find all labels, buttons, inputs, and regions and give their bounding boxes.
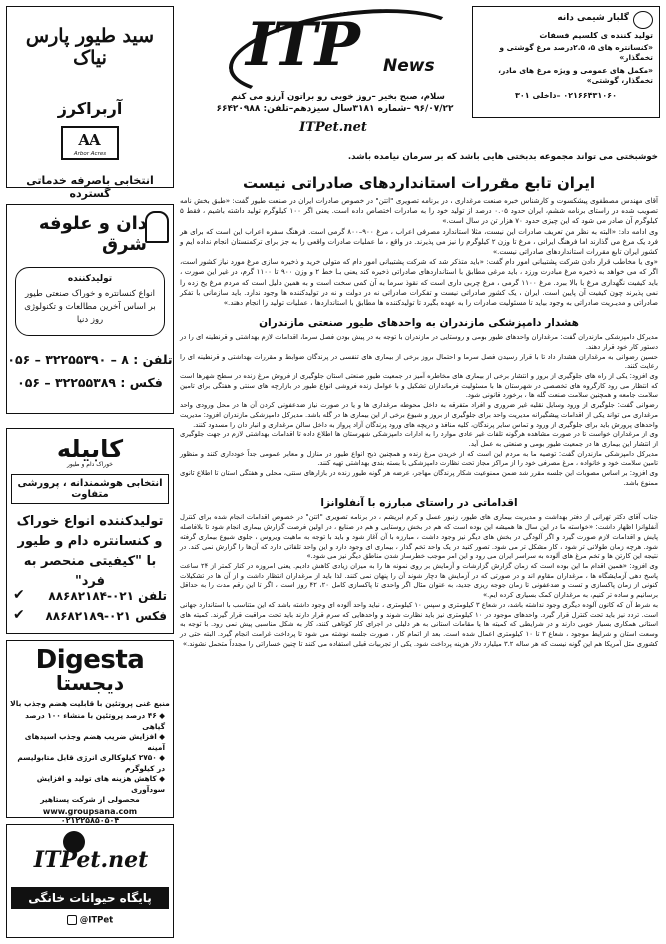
ad2-desc: انواع کنسانتره و خوراک صنعتی طیور بر اساس آخرین مطالعات و تکنولوژی روز دنیا: [24, 289, 156, 325]
ad4-brand-fa: دیجستا: [55, 671, 125, 695]
ad1-logo-text: Arbor Acres: [73, 151, 107, 157]
ad3-brand-sub: خوراک دام و طیور: [67, 461, 113, 468]
ad4-title: منبع غنی پروتئین با قابلیت هضم وجذب بالا: [10, 699, 170, 708]
header-date-line: ۹۶/۰۷/۲۲ –شماره ۳۱۸۱سال سیزدهم–تلفن: ۶۶۴۲۰۹۸۸: [216, 104, 454, 114]
logo-main: ITP: [246, 10, 358, 80]
article-title: ایران تابع مقررات استانداردهای صادراتی نیست: [242, 174, 596, 192]
ad3-fax-check-icon: ✔: [13, 607, 25, 623]
ad3-phone-check-icon: ✔: [13, 587, 25, 603]
ad4-brand-en: Digesta: [35, 645, 145, 675]
ad3-brand: کابیله: [56, 435, 124, 463]
ad2-phone: تلفن : ۸ – ۳۲۲۵۵۳۹۰ – ۰۵۶: [7, 352, 173, 367]
ad3-phone: تلفن ۰۲۱-۸۸۶۸۲۱۸۴: [48, 589, 167, 603]
article-paragraph: آقای مهندس مصطفوی پیشکسوت و کارشناس خبره صنعت مرغداری ، در برنامه تصویری "اتتن" در خصوص صادرات ایران در صنعت طیور گفت: «طبق بخش نامه تصویب شده در راستای برنامه ششم، ایران حدود ۰.۰۵ درصد از تولید خود را به صادرات اختصاص داده است. یعنی اگر ۱۰۰ کیلوگرم تولید داشته باشیم ، فقط ۵ کیلوگرم آن صادر می شود که این چیزی حدود ۷۰ هزار تن در سال است.»: [180, 196, 659, 226]
article-paragraph: رضوانی گفت: جلوگیری از ورود وسایل نقلیه غیر ضروری و افراد متفرقه به داخل محوطه مرغداری ها و یا در صورت نیاز ضدعفونی کردن آن ها در محل ورودی واحد مرغداری می تواند یکی از اقدامات پیشگیرانه مدیریت واحد برای جلوگیری از بروز و شیوع برخی از این بیماری ها در گله باشد. مدیرکل دامپزشکی مازندران افزود: مدیریت واحدهای پرورش باید برای جلوگیری از ورود و تماس سایر پرندگان، کلیه منافذ و دریچه های ورود پرندگان آزاد پرواز به داخل سالن مرغداری و انبار دان را مسدود کنند.: [180, 401, 658, 429]
header-site-logo: ITPet.net: [299, 120, 367, 135]
article-title: هشدار دامپزشکی مازندران به واحدهای طیور صنعتی مازندران: [259, 317, 579, 330]
article-paragraph: وی افزود: «همین اقدام ما این بوده است که زمان گزارش گزارشات و آزمایش بر روی نمونه ها را به میزان زیادی کاهش دادیم. یعنی امروزه در کنار کمتر از ۲۴ ساعت پاسخ دهی آزمایشگاه ها ، مرغداران مقاوم اند و در صورتی که در آزمایش ها دچار شوند آن را پنهان نمی کنند. لذا باید از مرغداران انتظار داشت و از آن ها در تشکیلات کنونی از زمان پاکسازی و تست و ضدعفونی تا زمان جوجه ریزی جدید، به عنوان مثال اگر واحدی تا پاکسازی کامل ۲۰، ۴۲ روز است ، اگر تا این رقم مدت را به حداقل برسانیم و ساده تر کنیم، به مرغداران کمک بسیاری کرده ایم.»: [180, 562, 659, 600]
arbor-acres-logo-icon: AA: [78, 131, 100, 149]
header-logo: [228, 6, 468, 96]
top-ad-brand: گلبار شیمی دانه: [557, 13, 629, 23]
list-item: ◆ کاهش هزینه های تولید و افزایش سودآوری: [36, 774, 165, 794]
article-body: [180, 513, 658, 649]
ad2-brand: دان و علوفه شرق: [38, 213, 147, 255]
ad3-phone-row: [13, 589, 167, 605]
ad5-handle: @ITPet: [79, 915, 114, 926]
ad4-website: www.groupsana.com: [42, 806, 138, 816]
ad3-slogan: انتخابی هوشمندانه ، پرورشی متفاوت: [11, 474, 169, 504]
sidebar-ad-parsniak: [6, 6, 174, 200]
sidebar-ad-dan-olufe: [6, 204, 174, 414]
ad2-fax: فکس : ۳۲۲۵۵۳۸۹ – ۰۵۶: [17, 375, 163, 390]
article-paragraph: مدیرکل دامپزشکی مازندران گفت: توصیه ما به مردم این است که از خریدن مرغ زنده و همچنین ذبح انواع طیور در منازل و معابر عمومی جداً خودداری کنند و منظور تامین سلامت خود و خانواده ، مرغ مصرفی خود را از مراکز مجاز تحت نظارت دامپزشکی با بسته بندی بهداشتی تهیه کنند.: [180, 449, 658, 468]
article-paragraph: وی ادامه داد: «البته به نظر من تعریف صادرات این نیست، مثلا استاندارد مصرفی اعراب ، مرغ ۹۰۰–۸۰۰ گرمی است. فرهنگ سفره اعراب این است که برای هر فرد یک مرغ می گذارند اما فرهنگ ایرانی ، مرغ تا وزن ۲ کیلوگرم را نیز می پذیرند. در واقع ، ما عملیات صادرات واقعی را به جز برای ترکمنستان انجام نداده ایم و کشور ایران تابع مقررات استانداردهای صادراتی نیست.»: [180, 226, 659, 257]
sidebar-ad-itpet: [6, 824, 174, 938]
article-paragraph: وی افزود: بر اساس مصوبات این جلسه مقرر شد ضمن ممنوعیت شکار پرندگان مهاجر، عرضه هر گونه طیور زنده در بازارهای سنتی، محلی و هفتگی استان تا اطلاع ثانوی ممنوع باشد.: [180, 469, 658, 487]
article-paragraph: حسین رضوانی به مرغداران هشدار داد تا با قرار رسیدن فصل سرما و احتمال بروز برخی از بیماری های تنفسی در پرندگان ضوابط و مقررات بهداشتی و قرنطینه ای را رعایت کنند.: [180, 352, 658, 371]
ad3-desc: تولیدکننده انواع خوراک و کنسانتره دام و طیور با "کیفیتی منحصر به فرد": [16, 514, 164, 589]
ad1-slogan: انتخابی باصرفه خدماتی گسترده: [26, 174, 154, 200]
article-paragraph: وی از مرغداران خواست تا در صورت مشاهده هرگونه تلفات غیر عادی موارد را به ادارات دامپزشکی شهرستان ها اطلاع داده تا اقدامات بهداشتی لازم در جهت جلوگیری از انتشار این بیماری ها در جمعیت طیور بومی و صنعتی به عمل آید.: [180, 430, 658, 448]
sidebar-ad-digesta: [6, 640, 174, 825]
article-body: [180, 333, 658, 488]
list-item: ◆ ۴۶ درصد پروتئین با منشاء ۱۰۰ درصد گیاهی: [25, 711, 165, 731]
article-paragraph: به شرط آن که کانون آلوده دیگری وجود نداشته باشد، در شعاع ۳ کیلومتری و سپس ۱۰ کیلومتری ، نباید واحد آلوده ای وجود داشته باشد که این متناسب با استاندارد جهانی است. تردد نیز باید تحت کنترل قرار گیرد. واحدهای موجود در ۱۰ کیلومتری نیز باید نظارت شوند و واحدهایی که سرم قرار دارند باید تحت مراقبت قرار گیرند. کمیته های استانی همکاری بسیار خوبی دارند و در شرایطی که کمیته ها یا مقامات استانی به هر دلیلی در اجرای کار کوتاهی کنند، کار به شکل مناسبی پیش نمی رود. با توجه به وسعت استان و شرایط موجود ، شعاع ۳ تا ۱۰ کیلومتری اعمال شده است. بعد از اتمام کار ، صورت جلسه نوشته می شود تا پرداخت غرامت انجام گیرد. البته حتی در کشوری مثل آمریکا هم این گونه نیست که هر ساله ۳.۲ میلیارد دلار هزینه پرداخت شود. یکی از تجربیات قبلی استفاده می کنند تا چنین خساراتی را مجدداً متحمل نشوند.»: [180, 600, 658, 648]
header-tagline: سلام، صبح بخیر –روز خوبی رو براتون آرزو می کنم: [231, 92, 445, 102]
article-paragraph: «وی یا مخاطب قرار دادن شرکت پشتیبانی امور دام گفت: «باید متذکر شد که شرکت پشتیبانی امور دام که متولی خرید و ذخیره سازی مرغ مورد نیاز کشور است، اگر که می خواهد به ذخیره مرغ مبادرت ورزد ، باید مرغی مطابق با استانداردهای صادراتی ذخیره کند یعنی بـا خط ۲ و وزن ۹۰۰ تا ۱۱۰۰ گرم، در غیر این صورت ، باید کیفیت نگهداری مرغ با بالا ببرد. مرغ ۱۱۰۰ گرمی ، مرغ چربی داری است که نقوذ سرما به آن کمی سخت است و به همین دلیل است که مردم مرغ یخ زده را نمی پذیرند چون کیفیت آن پایین است. ایران ، یک کشور صادراتی نیست و تفکرات صادراتی نه در دولت و نه در تولیدکننده ها وجود ندارد. باید سازمانی با تفکر صادراتی و مدیـریت صادراتی به وجود بیاید تا مسئولیت صادرات را به عهده بگیرد تا تولیدکننده ها مطابق با استانداردها ، عملیات تولید را انجام دهند.»: [180, 257, 658, 308]
article-body: [180, 196, 658, 308]
daily-quote: خوشبختی می تواند مجموعه بدبختی هایی باشد که بر سرمان نیامده باشد.: [347, 152, 658, 162]
ad1-brand: سید طیور پارس نیاک: [25, 25, 155, 69]
ad2-label: تولیدکننده: [67, 274, 113, 284]
article-paragraph: وی افزود: یکی از راه های جلوگیری از بروز و انتشار برخی از بیماری های مخاطره آمیز در جمعیت طیور صنعتی استان جلوگیری از فروش مرغ زنده در سطح شهرها است که انتظار می رود کارگروه های تخصصی در شهرستان ها با مسئولیت فرمانداران تشکیل و با عوامل زنده فروشی انواع طیور در بازارچه های سنتی و هفتگی برای تامین سلامت جامعه و همچنین سلامت صنعت گله ها ، برخورد قانونی شود.: [180, 372, 658, 400]
list-item: ◆ ۲۷۵۰ کیلوکالری انرژی قابل متابولیسم در کیلوگرم: [17, 753, 165, 773]
top-ad-golbar: [472, 6, 660, 118]
sidebar-ad-kabile: [6, 428, 174, 634]
ad2-frame: [15, 267, 165, 336]
top-ad-line1: تولید کننده ی کلسیم فسفات: [539, 31, 653, 40]
ad1-product: آربراکرز: [57, 99, 123, 118]
main-column: [180, 168, 658, 938]
golbar-logo-icon: [633, 11, 653, 29]
list-item: محصولی از شرکت پستاهیر: [40, 795, 140, 804]
article-paragraph: جناب آقای دکتر تهرانی از دفتر بهداشت و مدیریت بیماری های طیور، زنبور عسل و کرم ابریشم ، در برنامه تصویری "اتتن" در خصوص اقدامات انجام شده برای کنترل آنفلوانزا اظهار داشت: «خواسته ما در این سال ها همیشه این بوده است که هم در بخش روستایی و هم در صنایع ، در اولین فرصت گزارش بیماری انجام شود تا بلافاصله پایش و اقدامات لازم صورت گیرد و اگر آلودگی در بخش های دیگر نیز وجود داشت ، مبارزه با آن آغاز شود و باید با توجه به ماهیت ویروس ، جلوی شیوع بیماری گرفته شود. هرچه زمان طولانی تر شود ، کار مشکل تر می شود. تصور کنید در یک واحد تخم گذار ، بیماری ای وجود دارد و این واحد تلفاتی دارد که آن‌ها را گزارش نمی کند. در نتیجه این کارتن ها و تخم مرغ های آلوده به سراسر ایران می رود و این امر موجب خطرساز شدن مناطق دیگر نیز می شود.»: [180, 513, 658, 561]
ad2-logo-icon: [145, 211, 169, 243]
ad1-logo: [61, 126, 119, 160]
top-ad-line3: «مکمل های عمومی و ویژه مرغ های مادر، تخمگذار، گوشتی»: [498, 66, 653, 85]
ad5-handle-row: [11, 915, 169, 926]
top-ad-phone: ۰۲۱۶۶۴۳۱۰۶۰ –داخلی ۳۰۱: [515, 91, 617, 100]
list-item: ◆ افزایش ضریب هضم وجذب اسیدهای آمینه: [24, 732, 165, 752]
article-title: اقداماتی در راستای مبارزه با آنفلوانزا: [320, 497, 518, 510]
ad4-items: [7, 708, 173, 806]
ad5-title: پایگاه حیوانات خانگی: [11, 887, 169, 909]
top-ad-line2: «کنسانتره های ۵، ۲.۵درصد مرغ گوشتی و تخمگذار»: [499, 43, 653, 62]
ad3-fax: فکس ۰۲۱-۸۸۶۸۲۱۸۹: [45, 609, 167, 623]
logo-sub: News: [383, 56, 435, 76]
article-paragraph: مدیرکل دامپزشکی مازندران گفت: مرغداران واحدهای طیور بومی و روستایی در مازندران با توجه به در پیش بودن فصل سرما، اقدامات لازم بهداشتی و قرنطینه ای را در دستور کار خود قرار دهند.: [180, 333, 658, 351]
ad3-fax-row: [13, 609, 167, 625]
instagram-icon: [67, 915, 77, 925]
ad5-logo: ITPet.net: [33, 847, 149, 873]
ad4-phone: ۰۲۱۲۲۵۸۵۰۵۰۴: [60, 815, 120, 825]
